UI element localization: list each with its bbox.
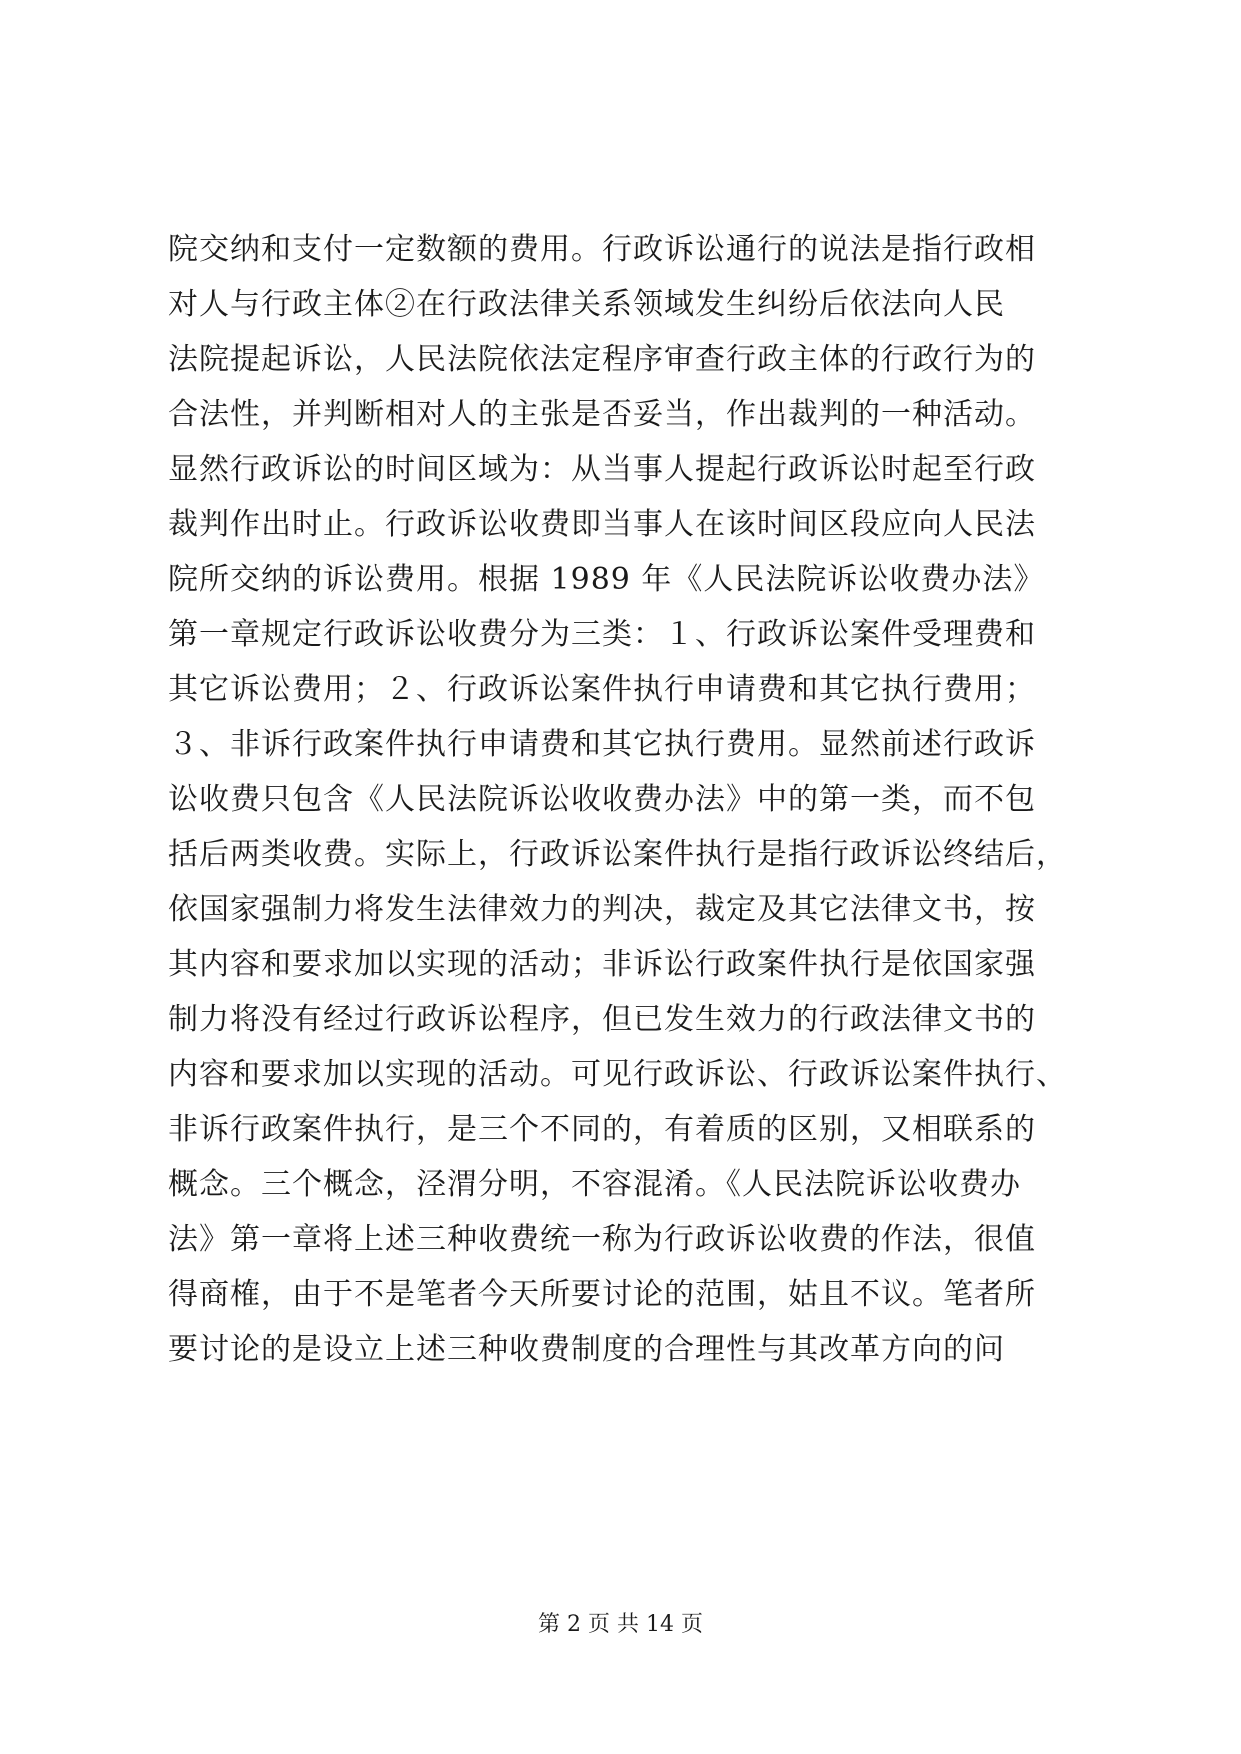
text-line: 对人与行政主体②在行政法律关系领域发生纠纷后依法向人民: [168, 287, 1005, 322]
text-line: 概念。三个概念，泾渭分明，不容混淆。《人民法院诉讼收费办: [168, 1167, 1021, 1202]
text-line: 显然行政诉讼的时间区域为：从当事人提起行政诉讼时起至行政: [168, 452, 1036, 487]
body-text: [168, 222, 1088, 1377]
text-line: 括后两类收费。实际上，行政诉讼案件执行是指行政诉讼终结后，: [168, 837, 1067, 872]
text-line: 讼收费只包含《人民法院诉讼收收费办法》中的第一类，而不包: [168, 782, 1036, 817]
text-line: 内容和要求加以实现的活动。可见行政诉讼、行政诉讼案件执行、: [168, 1057, 1067, 1092]
text-line: 得商榷，由于不是笔者今天所要讨论的范围，姑且不议。笔者所: [168, 1277, 1036, 1312]
text-line: 裁判作出时止。行政诉讼收费即当事人在该时间区段应向人民法: [168, 507, 1036, 542]
text-line: 依国家强制力将发生法律效力的判决，裁定及其它法律文书，按: [168, 892, 1036, 927]
text-line: 非诉行政案件执行，是三个不同的，有着质的区别，又相联系的: [168, 1112, 1036, 1147]
text-line: 法》第一章将上述三种收费统一称为行政诉讼收费的作法，很值: [168, 1222, 1036, 1257]
text-line: 法院提起诉讼，人民法院依法定程序审查行政主体的行政行为的: [168, 342, 1036, 377]
text-line: 其内容和要求加以实现的活动；非诉讼行政案件执行是依国家强: [168, 947, 1036, 982]
text-line: 第一章规定行政诉讼收费分为三类：１、行政诉讼案件受理费和: [168, 617, 1036, 652]
text-line: 要讨论的是设立上述三种收费制度的合理性与其改革方向的问: [168, 1332, 1005, 1367]
text-line: 院所交纳的诉讼费用。根据 1989 年《人民法院诉讼收费办法》: [168, 562, 1045, 597]
text-line: 其它诉讼费用；２、行政诉讼案件执行申请费和其它执行费用；: [168, 672, 1036, 707]
text-line: 院交纳和支付一定数额的费用。行政诉讼通行的说法是指行政相: [168, 232, 1036, 267]
page-number-footer: 第 2 页 共 14 页: [538, 1612, 703, 1637]
text-line: 制力将没有经过行政诉讼程序，但已发生效力的行政法律文书的: [168, 1002, 1036, 1037]
text-line: 合法性，并判断相对人的主张是否妥当，作出裁判的一种活动。: [168, 397, 1036, 432]
text-line: ３、非诉行政案件执行申请费和其它执行费用。显然前述行政诉: [168, 727, 1036, 762]
